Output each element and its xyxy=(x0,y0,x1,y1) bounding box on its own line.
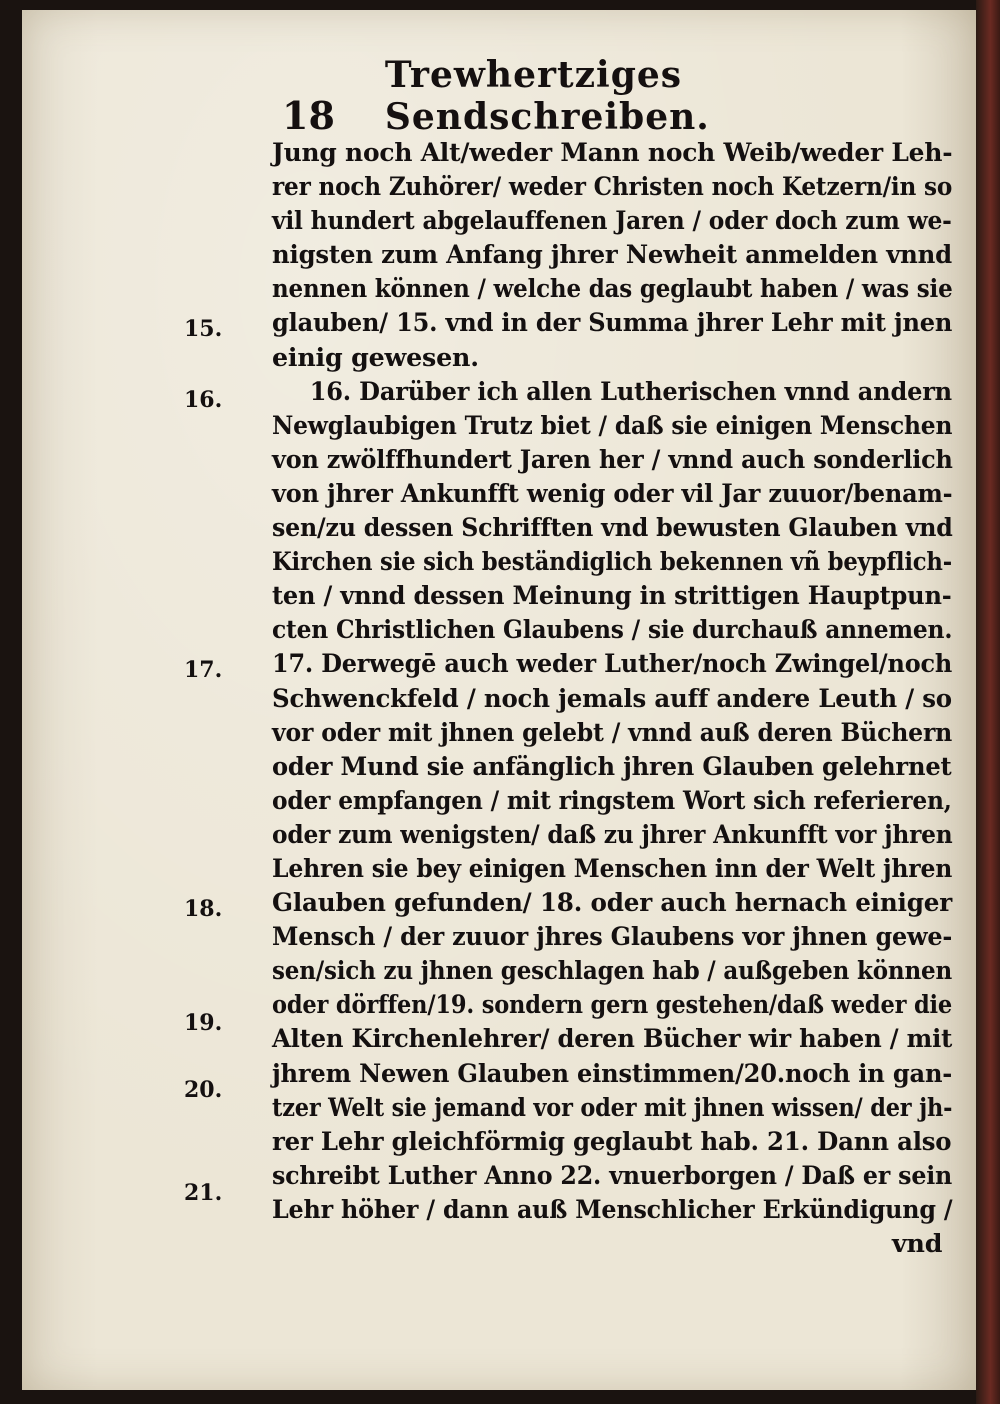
margin-note-16: 16. xyxy=(184,387,223,413)
text-line: Lehr höher / dann auß Menschlicher Erkündigung / xyxy=(272,1194,953,1225)
text-line: glauben/ 15. vnd in der Summa jhrer Lehr mit jnen xyxy=(272,308,953,339)
margin-note-18: 18. xyxy=(184,896,223,922)
text-line: schreibt Luther Anno 22. vnuerborgen / Daß er sein xyxy=(272,1160,953,1191)
margin-note-15: 15. xyxy=(184,316,223,342)
text-line: Newglaubigen Trutz biet / daß sie einigen Menschen xyxy=(272,410,953,441)
text-line: 16. Darüber ich allen Lutherischen vnnd andern xyxy=(309,376,952,407)
text-line: von zwölffhundert Jaren her / vnnd auch sonderlich xyxy=(272,444,953,475)
text-line: Kirchen sie sich beständiglich bekennen vñ beypflich- xyxy=(272,547,953,578)
text-line: Alten Kirchenlehrer/ deren Bücher wir haben / mit xyxy=(272,1024,953,1055)
text-line: von jhrer Ankunfft wenig oder vil Jar zuuor/benam- xyxy=(272,478,953,509)
body-text xyxy=(272,136,957,1261)
page-header xyxy=(282,54,882,138)
text-line: vil hundert abgelauffenen Jaren / oder doch zum we- xyxy=(272,206,952,237)
text-line: Glauben gefunden/ 18. oder auch hernach einiger xyxy=(272,888,953,919)
text-line: Mensch / der zuuor jhres Glaubens vor jhnen gewe- xyxy=(272,922,953,953)
text-line: Schwenckfeld / noch jemals auff andere Leuth / so xyxy=(272,683,952,714)
page-number: 18 xyxy=(282,93,335,138)
text-line: sen/zu dessen Schrifften vnd bewusten Glauben vnd xyxy=(272,513,953,544)
text-line: einig gewesen. xyxy=(272,342,479,373)
text-line: oder Mund sie anfänglich jhren Glauben gelehrnet xyxy=(272,751,952,782)
running-title: Trewhertziges Sendschreiben. xyxy=(384,54,710,138)
text-line: sen/sich zu jhnen geschlagen hab / außgeben können xyxy=(272,956,952,987)
text-line: rer Lehr gleichförmig geglaubt hab. 21. Dann also xyxy=(272,1126,952,1157)
text-line: nigsten zum Anfang jhrer Newheit anmelden vnnd xyxy=(272,240,953,271)
margin-note-20: 20. xyxy=(184,1077,223,1103)
text-line: cten Christlichen Glaubens / sie durchauß annemen. xyxy=(272,615,953,646)
text-line: jhrem Newen Glauben einstimmen/20.noch in gan- xyxy=(272,1058,953,1089)
text-line: Lehren sie bey einigen Menschen inn der Welt jhren xyxy=(272,853,953,884)
text-line: ten / vnnd dessen Meinung in strittigen Hauptpun- xyxy=(272,581,952,612)
text-line: oder empfangen / mit ringstem Wort sich referieren, xyxy=(272,785,952,816)
margin-note-17: 17. xyxy=(184,657,223,683)
text-line: vor oder mit jhnen gelebt / vnnd auß deren Büchern xyxy=(272,717,953,748)
text-line: rer noch Zuhörer/ weder Christen noch Ketzern/in so xyxy=(272,172,953,203)
text-line: 17. Derwegē auch weder Luther/noch Zwingel/noch xyxy=(272,649,953,680)
catchword: vnd xyxy=(892,1229,943,1259)
book-edge xyxy=(976,0,1000,1404)
text-line: tzer Welt sie jemand vor oder mit jhnen wissen/ der jh- xyxy=(272,1092,953,1123)
text-line: nennen können / welche das geglaubt haben / was sie xyxy=(272,274,953,305)
text-line: oder dörffen/19. sondern gern gestehen/daß weder die xyxy=(272,990,953,1021)
margin-note-21: 21. xyxy=(184,1180,223,1206)
text-line: Jung noch Alt/weder Mann noch Weib/weder Leh- xyxy=(272,138,953,168)
margin-note-19: 19. xyxy=(184,1010,223,1036)
text-line: oder zum wenigsten/ daß zu jhrer Ankunfft vor jhren xyxy=(272,819,953,850)
